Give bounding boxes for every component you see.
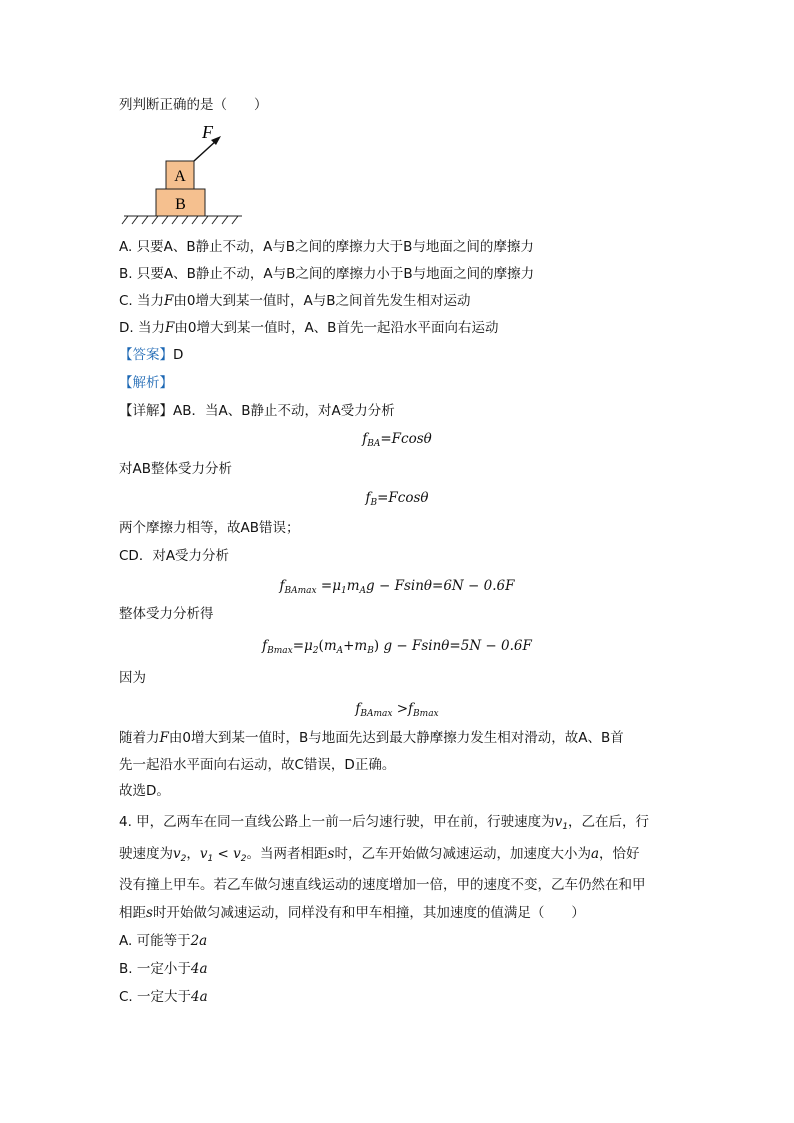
answer-label: 【答案】 <box>119 347 173 363</box>
force-var: F <box>164 320 175 336</box>
q3-stem-tail: 列判断正确的是（ ） <box>119 97 268 113</box>
detail-label: 【详解】 <box>119 403 173 419</box>
detail-line-9: 故选D。 <box>119 783 170 799</box>
q4-stem-3: 没有撞上甲车。若乙车做匀速直线运动的速度增加一倍，甲的速度不变，乙车仍然在和甲 <box>119 877 646 893</box>
q4-stem-1: 4. 甲，乙两车在同一直线公路上一前一后匀速行驶，甲在前，行驶速度为$v_1$，乙在后，行 <box>119 814 650 832</box>
q4-stem-4: 相距s时开始做匀减速运动，同样没有和甲车相撞，其加速度的值满足（ ） <box>119 905 585 921</box>
option-c <box>119 292 470 310</box>
detail-line-6: 因为 <box>119 670 146 686</box>
equation-3: $f_{BAmax} =\mu_1m_Ag - Fsin\theta=6N - 0.6F$ <box>279 578 515 596</box>
q4-option-b: B. 一定小于4a <box>119 961 208 977</box>
force-var: F <box>164 293 174 309</box>
answer-line <box>119 346 183 364</box>
detail-line-1: 【详解】AB．当A、B静止不动，对A受力分析 <box>119 403 395 419</box>
answer-value: D <box>173 347 184 363</box>
block-a-label: A <box>174 168 186 185</box>
equation-5: $f_{BAmax} >f_{Bmax}$ <box>355 701 439 719</box>
detail-line-2: 对AB整体受力分析 <box>119 461 232 477</box>
q4-option-c: C. 一定大于4a <box>119 989 208 1005</box>
option-d <box>119 319 498 337</box>
analysis-label: 【解析】 <box>119 375 173 391</box>
force-label: F <box>202 122 213 142</box>
detail-line-5: 整体受力分析得 <box>119 606 214 622</box>
equation-1: $f_{BA}=Fcos\theta$ <box>362 431 432 449</box>
detail-line-8: 先一起沿水平面向右运动，故C错误，D正确。 <box>119 757 396 773</box>
detail-line-7: 随着力F由0增大到某一值时，B与地面先达到最大静摩擦力发生相对滑动，故A、B首 <box>119 730 624 746</box>
detail-line-4: CD．对A受力分析 <box>119 548 230 564</box>
block-b-label: B <box>175 196 186 213</box>
option-b: B. 只要A、B静止不动，A与B之间的摩擦力小于B与地面之间的摩擦力 <box>119 266 535 282</box>
force-diagram <box>118 118 248 228</box>
option-d-rest: 由0增大到某一值时，A、B首先一起沿水平面向右运动 <box>174 320 499 336</box>
q4-stem-2: 驶速度为$v_2$，$v_1 < v_2$。当两者相距s时，乙车开始做匀减速运动，加速度大小为a，恰好 <box>119 846 640 864</box>
detail-line-3: 两个摩擦力相等，故AB错误； <box>119 520 300 536</box>
option-d-prefix: D. 当力 <box>119 320 165 336</box>
ground-hatching <box>122 216 242 224</box>
option-c-prefix: C. 当力 <box>119 293 165 309</box>
equation-2: $f_B=Fcos\theta$ <box>365 490 429 508</box>
option-a: A. 只要A、B静止不动，A与B之间的摩擦力大于B与地面之间的摩擦力 <box>119 239 534 255</box>
option-c-rest: 由0增大到某一值时，A与B之间首先发生相对运动 <box>173 293 471 309</box>
q4-option-a: A. 可能等于2a <box>119 933 208 949</box>
equation-4: $f_{Bmax}=\mu_2(m_A+m_B) g - Fsin\theta=5N - 0.6F$ <box>262 638 532 656</box>
